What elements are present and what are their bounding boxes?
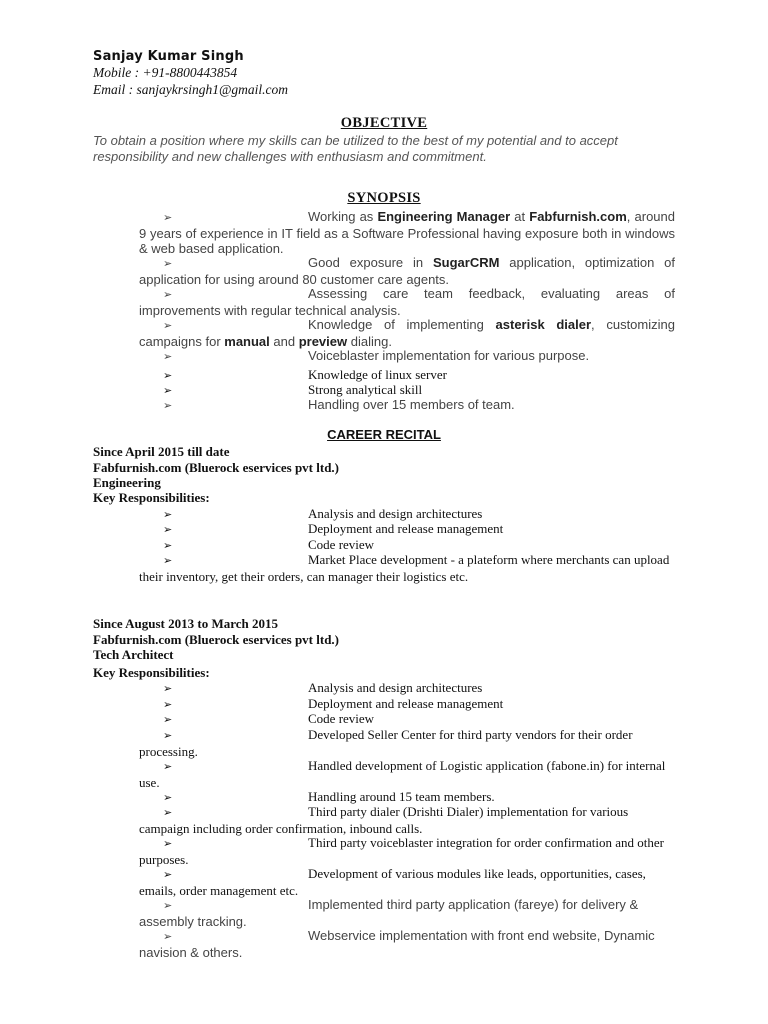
responsibility-item [139,866,675,898]
bullet-arrow-icon: ➢ [163,319,173,332]
bullet-arrow-icon: ➢ [163,369,173,382]
item-text: , around 9 years of experience in IT field as a Software Professional having exposure both in windows & web based application. [139,209,675,256]
item-text: Knowledge of implementing [308,317,496,332]
emphasis-text: manual [224,333,270,349]
emphasis-text: Fabfurnish.com [529,209,627,224]
responsibility-item [139,928,675,960]
item-text: Working as [308,209,378,224]
candidate-name: Sanjay Kumar Singh [93,49,244,64]
bullet-arrow-icon: ➢ [163,399,173,412]
item-text: application, optimization of application for using around 80 customer care agents. [139,255,675,287]
job-period: Since April 2015 till date [93,444,230,459]
bullet-arrow-icon: ➢ [163,868,173,881]
responsibility-item [139,897,675,929]
item-text: Implemented third party application (fareye) for delivery & assembly tracking. [139,897,639,929]
bullet-arrow-icon: ➢ [163,384,173,397]
responsibility-item [139,552,675,584]
objective-heading: OBJECTIVE [340,115,428,131]
item-text: at [510,209,530,224]
item-text: Third party voiceblaster integration for order confirmation and other purposes. [139,835,664,867]
item-text: Analysis and design architectures [308,506,483,521]
item-text: Third party dialer (Drishti Dialer) implementation for various campaign including order confirmation, inbound calls. [139,804,629,836]
responsibility-item [139,711,675,728]
item-text: Developed Seller Center for third party vendors for their order processing. [139,727,633,759]
objective-text: To obtain a position where my skills can be utilized to the best of my potential and to accept responsibility and new challenges with enthusiasm and commitment. [93,133,618,164]
synopsis-item [139,397,675,414]
bullet-arrow-icon: ➢ [163,899,173,912]
job-company: Fabfurnish.com (Bluerock eservices pvt ltd.) [93,460,340,475]
synopsis-item [139,209,675,257]
emphasis-text: Engineering Manager [377,209,511,224]
item-text: Deployment and release management [308,521,504,536]
job-period: Since August 2013 to March 2015 [93,616,279,631]
responsibility-item [139,758,675,790]
career-heading: CAREER RECITAL [327,427,441,442]
job-responsibilities-label: Key Responsibilities: [93,665,210,680]
bullet-arrow-icon: ➢ [163,930,173,943]
synopsis-item [139,286,675,318]
bullet-arrow-icon: ➢ [163,523,173,536]
item-text: Good exposure in [308,255,433,270]
responsibility-item [139,804,675,836]
responsibility-item [139,680,675,697]
job-role: Tech Architect [93,647,174,662]
emphasis-text: preview [298,333,348,349]
synopsis-item [139,255,675,287]
item-text: Code review [308,711,375,726]
item-text: Development of various modules like leads, opportunities, cases, emails, order management etc. [139,866,646,898]
bullet-arrow-icon: ➢ [163,508,173,521]
item-text: Handling over 15 members of team. [308,397,515,412]
responsibility-item [139,727,675,759]
emphasis-text: SugarCRM [432,255,500,270]
item-text: Knowledge of linux server [308,367,447,382]
email-address: Email : sanjaykrsingh1@gmail.com [93,82,289,97]
job-company: Fabfurnish.com (Bluerock eservices pvt ltd.) [93,632,340,647]
responsibility-item [139,521,675,538]
bullet-arrow-icon: ➢ [163,350,173,363]
job-role: Engineering [93,475,161,490]
item-text: Deployment and release management [308,696,504,711]
item-text: Assessing care team feedback, evaluating areas of improvements with regular technical analysis. [139,286,675,318]
bullet-arrow-icon: ➢ [163,257,173,270]
bullet-arrow-icon: ➢ [163,554,173,567]
mobile-number: Mobile : +91-8800443854 [93,65,238,80]
item-text: and [269,333,299,349]
item-text: dialing. [347,333,392,349]
bullet-arrow-icon: ➢ [163,760,173,773]
bullet-arrow-icon: ➢ [163,837,173,850]
bullet-arrow-icon: ➢ [163,682,173,695]
synopsis-item [139,317,675,349]
synopsis-item [139,348,675,365]
item-text: Voiceblaster implementation for various purpose. [308,348,590,363]
bullet-arrow-icon: ➢ [163,806,173,819]
item-text: Analysis and design architectures [308,680,483,695]
item-text: Code review [308,537,375,552]
item-text: Handled development of Logistic application (fabone.in) for internal use. [139,758,666,790]
item-text: , customizing campaigns for [139,317,675,349]
bullet-arrow-icon: ➢ [163,539,173,552]
bullet-arrow-icon: ➢ [163,211,173,224]
emphasis-text: asterisk dialer [495,317,592,332]
item-text: Strong analytical skill [308,382,423,397]
item-text: Market Place development - a plateform where merchants can upload their inventory, get their orders, can manager their logistics etc. [139,552,670,584]
bullet-arrow-icon: ➢ [163,288,173,301]
item-text: Webservice implementation with front end website, Dynamic navision & others. [139,928,655,960]
bullet-arrow-icon: ➢ [163,698,173,711]
bullet-arrow-icon: ➢ [163,729,173,742]
item-text: Handling around 15 team members. [308,789,495,804]
responsibility-item [139,835,675,867]
job-responsibilities-label: Key Responsibilities: [93,490,210,505]
bullet-arrow-icon: ➢ [163,713,173,726]
synopsis-heading: SYNOPSIS [347,190,421,206]
bullet-arrow-icon: ➢ [163,791,173,804]
